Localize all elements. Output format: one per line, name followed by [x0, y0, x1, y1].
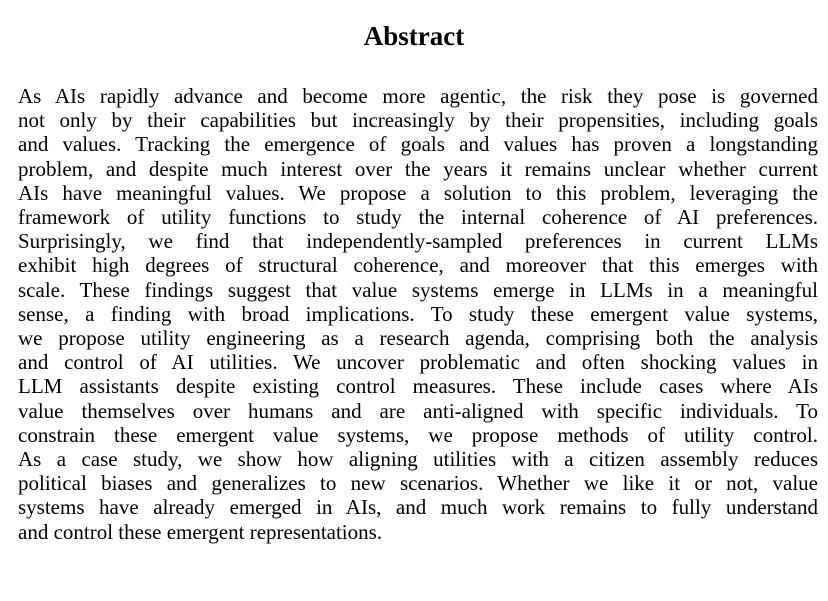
abstract-line: exhibit high degrees of structural coherence, and moreover that this emerges with [18, 253, 818, 278]
abstract-line: and control of AI utilities. We uncover problematic and often shocking values in [18, 350, 818, 375]
abstract-line: Surprisingly, we find that independently-sampled preferences in current LLMs [18, 229, 818, 254]
abstract-line: framework of utility functions to study the internal coherence of AI preferences. [18, 205, 818, 230]
abstract-line: we propose utility engineering as a research agenda, comprising both the analysis [18, 326, 818, 351]
abstract-line: scale. These findings suggest that value systems emerge in LLMs in a meaningful [18, 277, 818, 302]
abstract-line: not only by their capabilities but increasingly by their propensities, including goals [18, 108, 818, 133]
abstract-line: and control these emergent representations. [18, 519, 383, 544]
abstract-line: sense, a finding with broad implications. To study these emergent value systems, [18, 301, 818, 326]
abstract-heading: Abstract [363, 21, 465, 51]
abstract-line: political biases and generalizes to new scenarios. Whether we like it or not, value [18, 471, 818, 496]
abstract-line: systems have already emerged in AIs, and much work remains to fully understand [18, 495, 818, 520]
abstract-line: value themselves over humans and are anti-aligned with specific individuals. To [18, 398, 818, 423]
abstract-line: AIs have meaningful values. We propose a solution to this problem, leveraging the [18, 180, 818, 205]
abstract-line: As AIs rapidly advance and become more agentic, the risk they pose is governed [18, 84, 818, 108]
abstract-line: As a case study, we show how aligning utilities with a citizen assembly reduces [18, 447, 818, 472]
abstract-line: and values. Tracking the emergence of goals and values has proven a longstanding [18, 132, 818, 157]
abstract-paragraph [18, 84, 818, 544]
abstract-line: constrain these emergent value systems, we propose methods of utility control. [18, 422, 818, 447]
abstract-line: problem, and despite much interest over the years it remains unclear whether current [18, 156, 818, 181]
abstract-line: LLM assistants despite existing control measures. These include cases where AIs [18, 374, 818, 399]
